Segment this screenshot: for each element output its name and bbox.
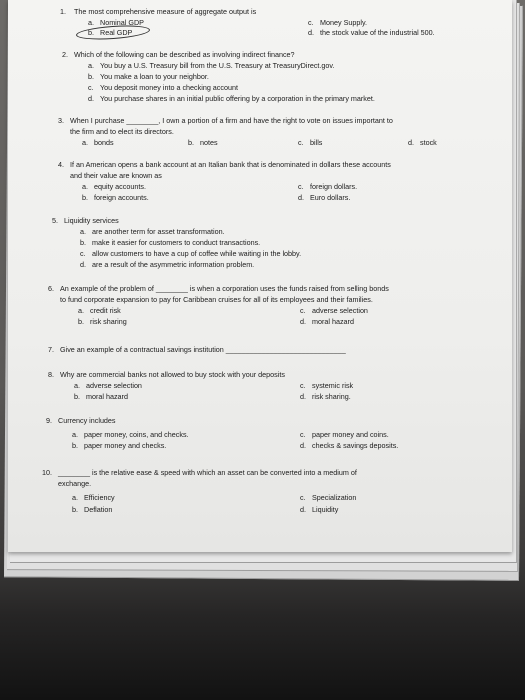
option-text: notes bbox=[200, 138, 218, 147]
option-text: You buy a U.S. Treasury bill from the U.S. Treasury at TreasuryDirect.gov. bbox=[100, 61, 335, 70]
option-letter: b. bbox=[80, 238, 86, 247]
question-9-number: 9. bbox=[46, 416, 52, 425]
question-6-stem-cont: to fund corporate expansion to pay for Caribbean cruises for all of its employees and their families. bbox=[60, 295, 373, 304]
option-letter: c. bbox=[300, 493, 306, 502]
option-letter: c. bbox=[300, 430, 306, 439]
option-text: Euro dollars. bbox=[310, 193, 351, 202]
option-text: Liquidity bbox=[312, 505, 339, 514]
option-letter: b. bbox=[78, 317, 84, 326]
question-10-number: 10. bbox=[42, 468, 52, 477]
question-8-number: 8. bbox=[48, 370, 54, 379]
option-letter: a. bbox=[88, 61, 94, 70]
question-4-stem-cont: and their value are known as bbox=[70, 171, 162, 180]
option-letter: b. bbox=[88, 72, 94, 81]
option-letter: a. bbox=[74, 381, 80, 390]
question-4-number: 4. bbox=[58, 160, 64, 169]
shadow-area bbox=[0, 560, 525, 700]
question-9-stem: Currency includes bbox=[58, 416, 116, 425]
option-text: You make a loan to your neighbor. bbox=[100, 72, 209, 81]
option-text: bills bbox=[310, 138, 323, 147]
option-text: paper money and checks. bbox=[84, 441, 167, 450]
option-letter: c. bbox=[298, 138, 304, 147]
option-letter: d. bbox=[308, 28, 314, 37]
option-letter: d. bbox=[88, 94, 94, 103]
option-letter: b. bbox=[82, 193, 88, 202]
question-10-stem-cont: exchange. bbox=[58, 479, 92, 488]
answer-circle-mark bbox=[76, 23, 151, 41]
option-letter: c. bbox=[308, 18, 314, 27]
option-letter: d. bbox=[300, 392, 306, 401]
option-letter: d. bbox=[408, 138, 414, 147]
question-7-stem: Give an example of a contractual savings institution ______________________________ bbox=[60, 345, 346, 354]
option-text: Efficiency bbox=[84, 493, 115, 502]
question-1-stem: The most comprehensive measure of aggregate output is bbox=[74, 7, 257, 16]
option-text: credit risk bbox=[90, 306, 121, 315]
question-10-stem: ________ is the relative ease & speed with which an asset can be converted into a medium of bbox=[58, 468, 357, 477]
option-text: systemic risk bbox=[312, 381, 354, 390]
option-letter: a. bbox=[80, 227, 86, 236]
option-text: paper money and coins. bbox=[312, 430, 389, 439]
option-letter: d. bbox=[300, 505, 306, 514]
option-letter: a. bbox=[78, 306, 84, 315]
option-letter: d. bbox=[298, 193, 304, 202]
option-letter: a. bbox=[82, 182, 88, 191]
option-letter: a. bbox=[72, 493, 78, 502]
option-text: equity accounts. bbox=[94, 182, 146, 191]
option-text: Nominal GDP bbox=[100, 18, 144, 27]
option-text: allow customers to have a cup of coffee while waiting in the lobby. bbox=[92, 249, 302, 258]
option-text: You deposit money into a checking account bbox=[100, 83, 238, 92]
question-2-stem: Which of the following can be described as involving indirect finance? bbox=[74, 50, 295, 59]
question-2-number: 2. bbox=[62, 50, 68, 59]
option-text: checks & savings deposits. bbox=[312, 441, 399, 450]
option-letter: c. bbox=[298, 182, 304, 191]
option-text: make it easier for customers to conduct transactions. bbox=[92, 238, 261, 247]
option-letter: b. bbox=[188, 138, 194, 147]
question-1-number: 1. bbox=[60, 7, 66, 16]
option-text: bonds bbox=[94, 138, 114, 147]
option-text: adverse selection bbox=[86, 381, 142, 390]
option-letter: d. bbox=[300, 441, 306, 450]
option-text: Real GDP bbox=[100, 28, 133, 37]
option-letter: c. bbox=[300, 381, 306, 390]
option-text: paper money, coins, and checks. bbox=[84, 430, 189, 439]
question-3-stem: When I purchase ________, I own a portion of a firm and have the right to vote on issues important to bbox=[70, 116, 393, 125]
option-text: are another term for asset transformation. bbox=[92, 227, 225, 236]
option-letter: b. bbox=[72, 505, 78, 514]
option-letter: c. bbox=[300, 306, 306, 315]
question-7-number: 7. bbox=[48, 345, 54, 354]
question-5-stem: Liquidity services bbox=[64, 216, 119, 225]
option-text: adverse selection bbox=[312, 306, 368, 315]
option-text: Specialization bbox=[312, 493, 357, 502]
option-text: risk sharing. bbox=[312, 392, 351, 401]
option-text: moral hazard bbox=[312, 317, 354, 326]
worksheet-page bbox=[8, 0, 512, 552]
option-letter: a. bbox=[82, 138, 88, 147]
question-5-number: 5. bbox=[52, 216, 58, 225]
option-text: foreign dollars. bbox=[310, 182, 358, 191]
question-3-stem-cont: the firm and to elect its directors. bbox=[70, 127, 174, 136]
option-letter: b. bbox=[74, 392, 80, 401]
question-3-number: 3. bbox=[58, 116, 64, 125]
option-text: foreign accounts. bbox=[94, 193, 149, 202]
question-6-stem: An example of the problem of ________ is when a corporation uses the funds raised from selling bonds bbox=[60, 284, 389, 293]
question-4-stem: If an American opens a bank account at an Italian bank that is denominated in dollars these accounts bbox=[70, 160, 391, 169]
option-text: stock bbox=[420, 138, 437, 147]
option-letter: c. bbox=[80, 249, 86, 258]
option-text: You purchase shares in an initial public offering by a corporation in the primary market. bbox=[100, 94, 375, 103]
option-letter: a. bbox=[72, 430, 78, 439]
option-letter: b. bbox=[88, 28, 94, 37]
option-letter: a. bbox=[88, 18, 94, 27]
option-text: moral hazard bbox=[86, 392, 128, 401]
option-text: risk sharing bbox=[90, 317, 127, 326]
option-text: Deflation bbox=[84, 505, 113, 514]
question-6-number: 6. bbox=[48, 284, 54, 293]
question-8-stem: Why are commercial banks not allowed to buy stock with your deposits bbox=[60, 370, 285, 379]
option-text: are a result of the asymmetric information problem. bbox=[92, 260, 255, 269]
option-letter: c. bbox=[88, 83, 94, 92]
option-letter: b. bbox=[72, 441, 78, 450]
option-letter: d. bbox=[80, 260, 86, 269]
option-text: the stock value of the industrial 500. bbox=[320, 28, 435, 37]
option-letter: d. bbox=[300, 317, 306, 326]
option-text: Money Supply. bbox=[320, 18, 368, 27]
